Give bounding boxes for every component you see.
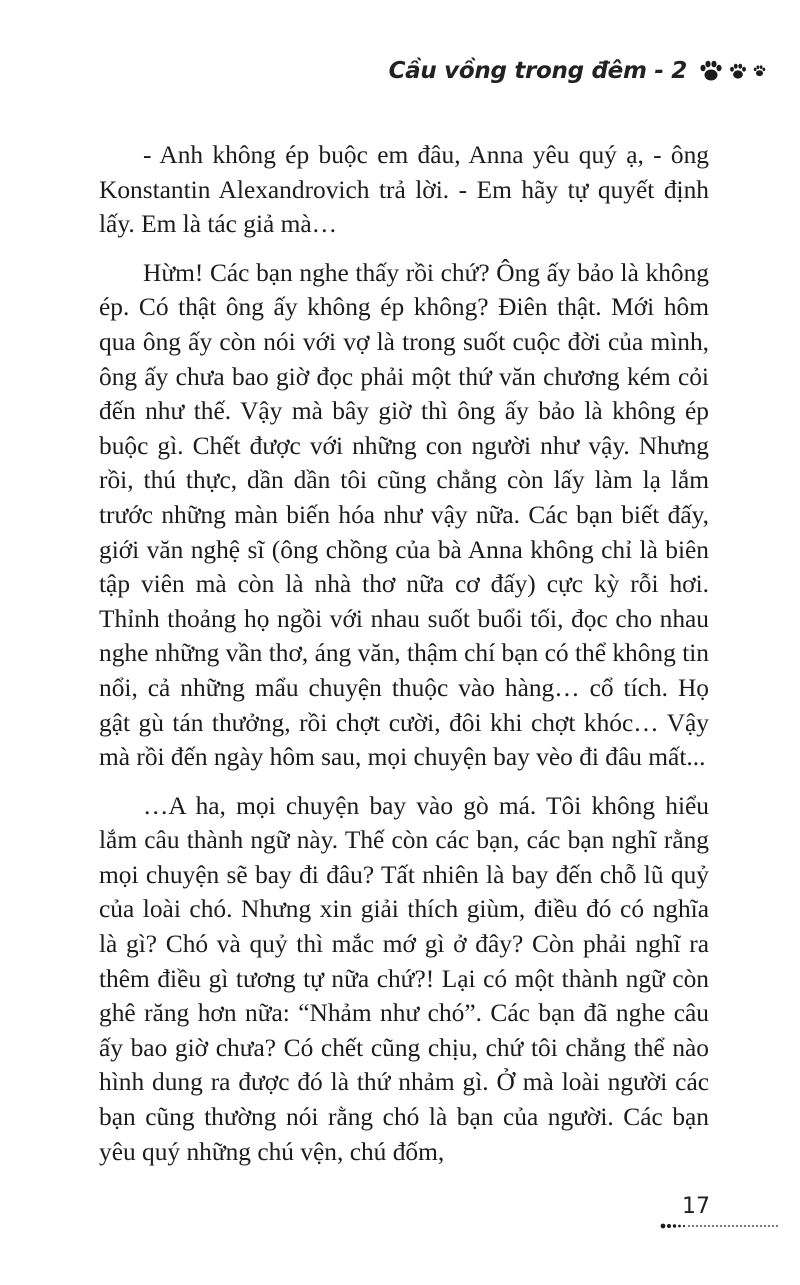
paw-medium-icon <box>729 63 747 80</box>
paw-prints-icon <box>699 60 766 82</box>
running-title: Cầu vồng trong đêm - 2 <box>388 58 687 84</box>
page-body <box>99 138 709 1169</box>
paw-small-icon <box>753 65 766 77</box>
page-number: 17 <box>682 1194 710 1219</box>
paragraph: - Anh không ép buộc em đâu, Anna yêu quý ạ, - ông Konstantin Alexandrovich trả lời. - Em hãy tự quyết định lấy. Em là tác giả mà… <box>99 141 709 239</box>
dot-leader-icon <box>660 1222 780 1230</box>
paragraph: Hừm! Các bạn nghe thấy rồi chứ? Ông ấy bảo là không ép. Có thật ông ấy không ép không? Điên thật. Mới hôm qua ông ấy còn nói với vợ là trong suốt cuộc đời của mình, ông ấy chưa bao giờ đọc phải một thứ văn chương kém cỏi đến như thế. Vậy mà bây giờ thì ông ấy bảo là không ép buộc gì. Chết được với những con người như vậy. Nhưng rồi, thú thực, dần dần tôi cũng chẳng còn lấy làm lạ lắm trước những màn biến hóa như vậy nữa. Các bạn biết đấy, giới văn nghệ sĩ (ông chồng của bà Anna không chỉ là biên tập viên mà còn là nhà thơ nữa cơ đấy) cực kỳ rỗi hơi. Thỉnh thoảng họ ngồi với nhau suốt buổi tối, đọc cho nhau nghe những vần thơ, áng văn, thậm chí bạn có thể không tin nổi, cả những mẩu chuyện thuộc vào hàng… cổ tích. Họ gật gù tán thưởng, rồi chợt cười, đôi khi chợt khóc… Vậy mà rồi đến ngày hôm sau, mọi chuyện bay vèo đi đâu mất... <box>99 258 709 772</box>
running-header <box>389 58 766 84</box>
paragraph: …A ha, mọi chuyện bay vào gò má. Tôi không hiểu lắm câu thành ngữ này. Thế còn các bạn, các bạn nghĩ rằng mọi chuyện sẽ bay đi đâu? Tất nhiên là bay đến chỗ lũ quỷ của loài chó. Nhưng xin giải thích giùm, điều đó có nghĩa là gì? Chó và quỷ thì mắc mớ gì ở đây? Còn phải nghĩ ra thêm điều gì tương tự nữa chứ?! Lại có một thành ngữ còn ghê răng hơn nữa: “Nhảm như chó”. Các bạn đã nghe câu ấy bao giờ chưa? Có chết cũng chịu, chứ tôi chẳng thể nào hình dung ra được đó là thứ nhảm gì. Ở mà loài người các bạn cũng thường nói rằng chó là bạn của người. Các bạn yêu quý những chú vện, chú đốm, <box>99 791 709 1166</box>
page-footer <box>660 1194 780 1234</box>
paw-large-icon <box>699 60 723 82</box>
